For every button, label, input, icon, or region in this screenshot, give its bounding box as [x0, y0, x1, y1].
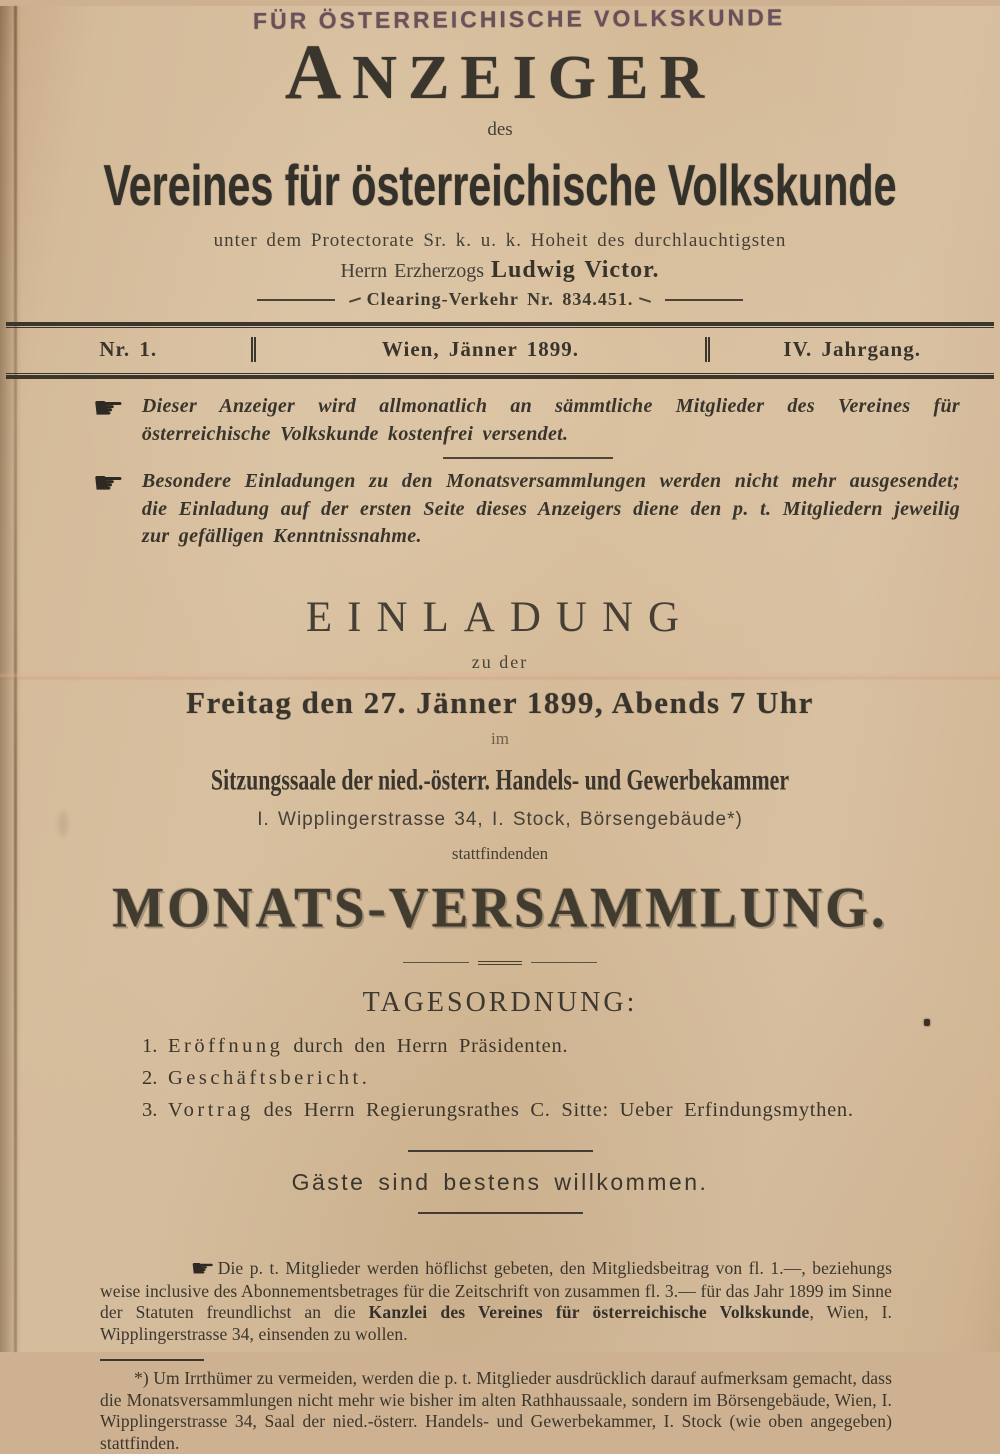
agenda-number: 3.	[142, 1098, 158, 1121]
title-rest: NZEIGER	[352, 44, 716, 112]
ornament-divider	[0, 961, 1000, 965]
des-label: des	[487, 119, 513, 140]
stattfindenden-line: stattfindenden	[451, 843, 549, 863]
ornament-dash-right	[665, 299, 743, 301]
patron-name: Ludwig Victor.	[491, 257, 660, 283]
agenda-heading: TAGESORDNUNG:	[362, 986, 638, 1018]
agenda-text-rest: durch den Herrn Präsidenten.	[293, 1034, 569, 1057]
invitation-subline: zu der	[471, 651, 529, 672]
manicule-icon: ☛	[92, 391, 125, 426]
clearing-line	[0, 289, 1000, 310]
ornament-dash-left	[257, 299, 335, 301]
manicule-icon: ☛	[190, 1256, 216, 1283]
newsletter-page	[0, 4, 1000, 1453]
notice-divider	[443, 457, 613, 459]
masthead	[0, 28, 1000, 310]
patron-line	[0, 257, 1000, 284]
issue-number: Nr. 1.	[99, 337, 158, 361]
issue-bar	[6, 328, 994, 373]
ownership-stamp: FÜR ÖSTERREICHISCHE VOLKSKUNDE	[252, 4, 786, 34]
notice-block	[92, 391, 960, 448]
guests-divider-top	[408, 1150, 593, 1152]
masthead-title	[0, 28, 1000, 115]
ornament-thin-right	[531, 962, 597, 963]
membership-note-before: Die p. t. Mitglieder werden höflichst gebeten, den Mitgliedsbeitrag von fl. 1.—, beziehungs weise inclusive des Abonnementsbetrages für die Zeitschrift von zusammen fl. 3.— für das Jahr 1899 im Sinne der Statuten freundlichst an die	[100, 1258, 892, 1323]
ornament-tick-left	[349, 297, 361, 303]
clearing-text: Clearing-Verkehr Nr. 834.451.	[366, 289, 634, 309]
agenda-list	[142, 1031, 940, 1126]
ornament-thick-center	[478, 961, 522, 965]
agenda-text-emph: Vortrag	[168, 1098, 254, 1121]
issue-volume: IV. Jahrgang.	[783, 337, 921, 361]
notices-section	[92, 391, 960, 551]
title-initial: A	[284, 28, 353, 115]
agenda-item	[142, 1063, 940, 1095]
notice-text: Besondere Einladungen zu den Monatsversammlungen werden nicht mehr ausgesendet; die Einladung auf der ersten Seite dieses Anzeigers diene den p. t. Mitgliedern jeweilig zur gefälligen Kenntnissnahme.	[141, 470, 960, 548]
venue-line: Sitzungssaale der nied.-österr. Handels- und Gewerbekammer	[210, 764, 790, 797]
double-rule-bottom	[6, 373, 994, 379]
organization-name: Vereines für österreichische Volkskunde	[103, 154, 897, 219]
footnote-rule	[100, 1359, 204, 1361]
membership-note-bold: Kanzlei des Vereines für österreichische Volkskunde	[368, 1302, 810, 1323]
guests-line: Gäste sind bestens willkommen.	[291, 1169, 709, 1196]
footnote-text: *) Um Irrthümer zu vermeiden, werden die p. t. Mitglieder ausdrücklich darauf aufmerksam gemacht, dass die Monatsversammlungen nicht mehr wie bisher im alten Rathhaussaale, sondern im Börsengebäude, Wien, I. Wipplingerstrasse 34, Saal der nied.-österr. Handels- und Gewerbekammer, I. Stock (wie oben angegeben) stattfinden.	[100, 1368, 892, 1453]
ornament-tick-right	[639, 297, 651, 303]
notice-text: Dieser Anzeiger wird allmonatlich an sämmtliche Mitglieder des Vereines für österreichische Volkskunde kostenfrei versendet.	[141, 395, 960, 445]
agenda-text-emph: Geschäftsbericht.	[168, 1066, 371, 1089]
agenda-text-emph: Eröffnung	[168, 1034, 284, 1057]
agenda-item	[142, 1095, 940, 1127]
agenda-number: 1.	[142, 1034, 158, 1057]
event-title: MONATS-VERSAMMLUNG.	[112, 876, 888, 939]
notice-block	[92, 466, 960, 551]
invitation-im: im	[491, 728, 509, 748]
invitation-datetime: Freitag den 27. Jänner 1899, Abends 7 Uhr	[186, 684, 814, 720]
guests-divider-bottom	[418, 1212, 583, 1214]
issue-place-date: Wien, Jänner 1899.	[381, 337, 579, 361]
agenda-item	[142, 1031, 940, 1063]
membership-note	[100, 1258, 892, 1345]
manicule-icon: ☛	[92, 466, 125, 502]
agenda-text-rest: des Herrn Regierungsrathes C. Sitte: Ueber Erfindungsmythen.	[263, 1098, 854, 1121]
invitation-heading: EINLADUNG	[305, 593, 695, 641]
invitation-section	[0, 593, 1000, 965]
membership-note-after: , Wien, I. Wipplingerstrasse 34, einsenden zu wollen.	[100, 1302, 892, 1344]
ornament-thin-left	[403, 962, 469, 963]
agenda-number: 2.	[142, 1066, 158, 1089]
address-line: I. Wipplingerstrasse 34, I. Stock, Börsengebäude*)	[257, 808, 743, 830]
patron-prefix: Herrn Erzherzogs	[340, 260, 485, 282]
protectorate-line: unter dem Protectorate Sr. k. u. k. Hoheit des durchlauchtigsten	[213, 230, 787, 251]
